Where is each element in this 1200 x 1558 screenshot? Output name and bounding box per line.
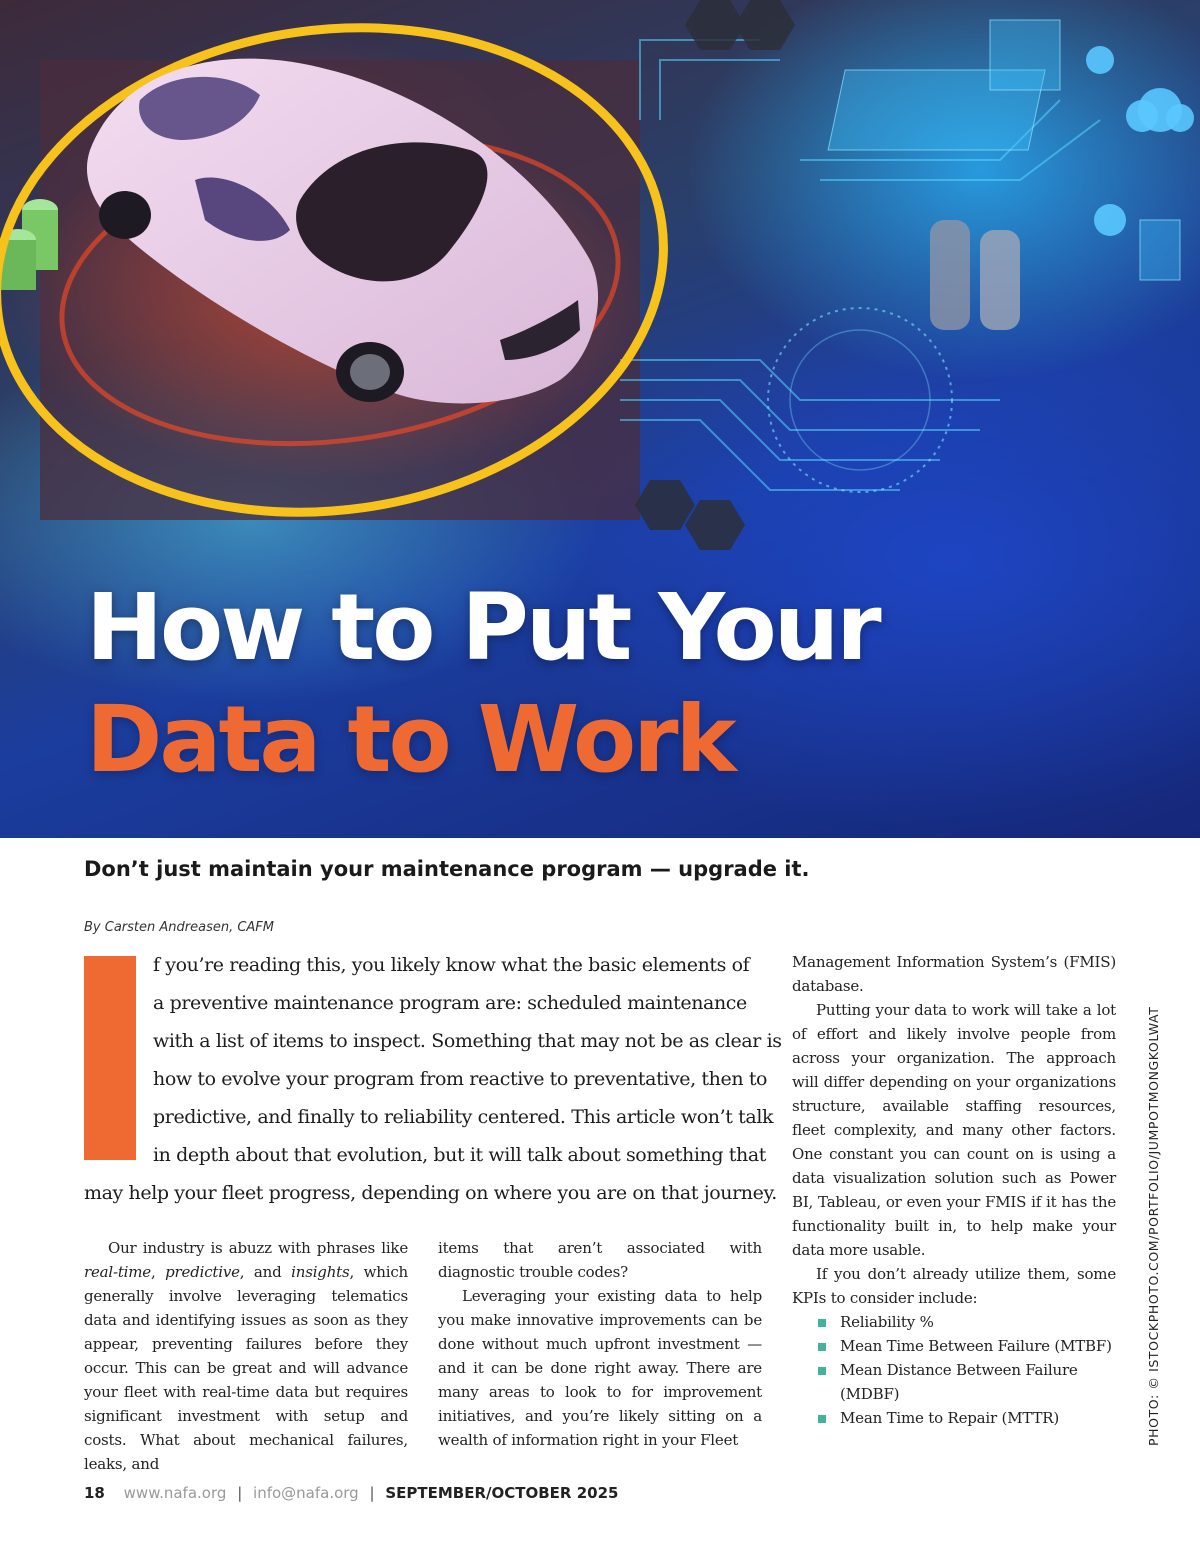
title-line-2: Data to Work	[86, 686, 734, 793]
title-line-1: How to Put Your	[86, 574, 879, 681]
bullet-square-icon	[818, 1415, 826, 1423]
body-column-2	[438, 1236, 762, 1452]
kpi-list	[792, 1310, 1116, 1430]
lead-line: may help your fleet progress, depending on where you are on that journey.	[84, 1182, 777, 1204]
list-item-text: Reliability %	[840, 1313, 934, 1331]
lead-line: how to evolve your program from reactive to preventative, then to	[153, 1068, 768, 1090]
list-item-text: Mean Time Between Failure (MTBF)	[840, 1337, 1112, 1355]
paragraph-text: Our industry is abuzz with phrases like	[108, 1239, 408, 1257]
paragraph-text: ,	[150, 1263, 166, 1281]
byline: By Carsten Andreasen, CAFM	[84, 920, 275, 935]
email-link[interactable]: info@nafa.org	[253, 1484, 359, 1502]
body-column-1	[84, 1236, 408, 1476]
issue-date: SEPTEMBER/OCTOBER 2025	[385, 1484, 619, 1502]
drop-cap-letter-i	[84, 956, 136, 1160]
page-number: 18	[84, 1484, 105, 1502]
list-item	[792, 1310, 1116, 1334]
list-item-text: Mean Distance Between Failure (MDBF)	[840, 1361, 1078, 1403]
emphasis-text: real-time	[84, 1263, 151, 1281]
bullet-square-icon	[818, 1343, 826, 1351]
lead-line: a preventive maintenance program are: scheduled maintenance	[153, 992, 747, 1014]
article-title	[86, 572, 879, 796]
page-footer	[84, 1484, 618, 1502]
lead-line: f you’re reading this, you likely know what the basic elements of	[153, 954, 750, 976]
body-paragraph	[84, 1236, 408, 1476]
body-paragraph: Leveraging your existing data to help you make innovative improvements can be done without much upfront investment — and it can be done right away. There are many areas to look to for improvement initiatives, and you’re likely sitting on a wealth of information right in your Fleet	[438, 1287, 762, 1449]
list-item	[792, 1406, 1116, 1430]
body-paragraph: Management Information System’s (FMIS) database.	[792, 953, 1116, 995]
gear-cloud-icons	[1086, 46, 1194, 236]
body-paragraph: items that aren’t associated with diagnostic trouble codes?	[438, 1239, 762, 1281]
footer-separator: |	[369, 1484, 375, 1502]
article-deck: Don’t just maintain your maintenance program — upgrade it.	[84, 857, 810, 881]
lead-line: with a list of items to inspect. Something that may not be as clear is	[153, 1030, 782, 1052]
list-item	[792, 1334, 1116, 1358]
body-column-3	[792, 950, 1116, 1430]
lead-line: in depth about that evolution, but it will talk about something that	[153, 1144, 767, 1166]
list-item	[792, 1358, 1116, 1406]
paragraph-text: , and	[239, 1263, 292, 1281]
emphasis-text: predictive	[165, 1263, 240, 1281]
list-item-text: Mean Time to Repair (MTTR)	[840, 1409, 1060, 1427]
footer-separator: |	[237, 1484, 243, 1502]
website-link[interactable]: www.nafa.org	[123, 1484, 227, 1502]
bullet-square-icon	[818, 1319, 826, 1327]
paragraph-text: , which generally involve leveraging telematics data and identifying issues as soon as they appear, preventing failures before they occur. This can be great and will advance your fleet with real-time data but requires significant investment with setup and costs. What about mechanical failures, leaks, and	[84, 1263, 408, 1473]
body-paragraph: If you don’t already utilize them, some KPIs to consider include:	[792, 1265, 1116, 1307]
lead-line: predictive, and finally to reliability centered. This article won’t talk	[153, 1106, 774, 1128]
photo-credit: PHOTO: © ISTOCKPHOTO.COM/PORTFOLIO/JUMPOTMONGKOLWAT	[1146, 1006, 1161, 1446]
body-paragraph: Putting your data to work will take a lot of effort and likely involve people from across your organization. The approach will differ depending on your organizations structure, available staffing resources, fleet complexity, and many other factors. One constant you can count on is using a data visualization solution such as Power BI, Tableau, or even your FMIS if it has the functionality built in, to help make your data more usable.	[792, 1001, 1116, 1259]
bullet-square-icon	[818, 1367, 826, 1375]
emphasis-text: insights	[291, 1263, 350, 1281]
